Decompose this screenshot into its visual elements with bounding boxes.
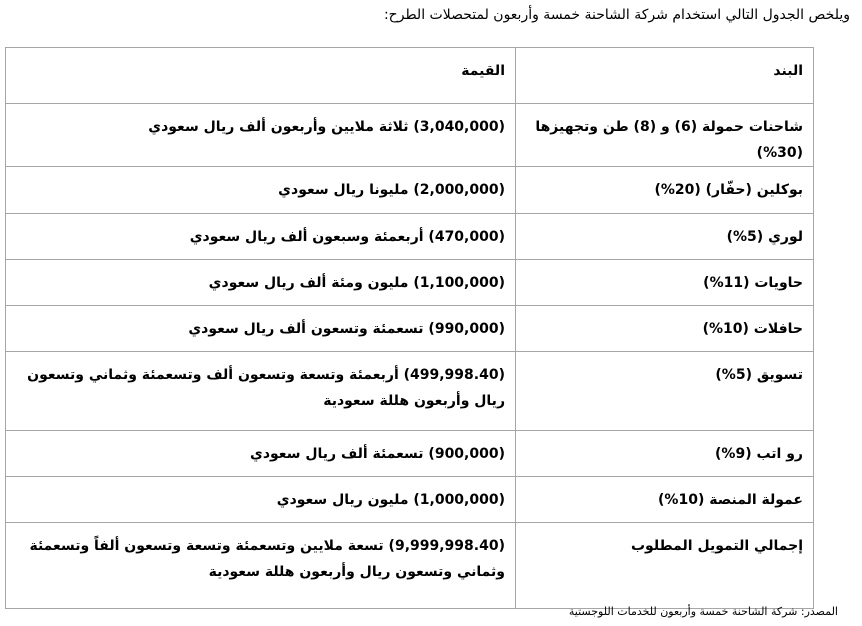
row-item: بوكلين (حفّار) (20%) (516, 167, 814, 214)
row-value: (1,100,000) مليون ومئة ألف ريال سعودي (6, 260, 516, 306)
table-row (6, 167, 814, 214)
row-item: إجمالي التمويل المطلوب (516, 523, 814, 609)
row-value: (470,000) أربعمئة وسبعون ألف ريال سعودي (6, 214, 516, 260)
table-row (6, 352, 814, 431)
row-item: رو اتب (9%) (516, 431, 814, 477)
row-item: حاويات (11%) (516, 260, 814, 306)
row-item: شاحنات حمولة (6) و (8) طن وتجهيزها (30%) (516, 104, 814, 167)
table-row (6, 104, 814, 167)
table-header-row (6, 48, 814, 104)
table-row (6, 431, 814, 477)
table-row (6, 214, 814, 260)
row-item: تسويق (5%) (516, 352, 814, 431)
intro-text: ويلخص الجدول التالي استخدام شركة الشاحنة خمسة وأربعون لمتحصلات الطرح: (383, 7, 850, 23)
table-row (6, 260, 814, 306)
source-note: المصدر: شركة الشاحنة خمسة وأربعون للخدمات اللوجستية (568, 605, 838, 618)
row-value: (900,000) تسعمئة ألف ريال سعودي (6, 431, 516, 477)
row-value: (3,040,000) ثلاثة ملايين وأربعون ألف ريال سعودي (6, 104, 516, 167)
row-item: حافلات (10%) (516, 306, 814, 352)
funding-usage-table (5, 47, 814, 609)
header-value: القيمة (6, 48, 516, 104)
header-item: البند (516, 48, 814, 104)
row-value: (990,000) تسعمئة وتسعون ألف ريال سعودي (6, 306, 516, 352)
table-row (6, 523, 814, 609)
row-item: عمولة المنصة (10%) (516, 477, 814, 523)
table-row (6, 306, 814, 352)
row-value: (499,998.40) أربعمئة وتسعة وتسعون ألف وتسعمئة وثماني وتسعون ريال وأربعون هللة سعودية (6, 352, 516, 431)
table-row (6, 477, 814, 523)
row-value: (9,999,998.40) تسعة ملايين وتسعمئة وتسعة وتسعون ألفاً وتسعمئة وثماني وتسعون ريال وأربعون هللة سعودية (6, 523, 516, 609)
row-item: لوري (5%) (516, 214, 814, 260)
row-value: (1,000,000) مليون ريال سعودي (6, 477, 516, 523)
row-value: (2,000,000) مليونا ريال سعودي (6, 167, 516, 214)
